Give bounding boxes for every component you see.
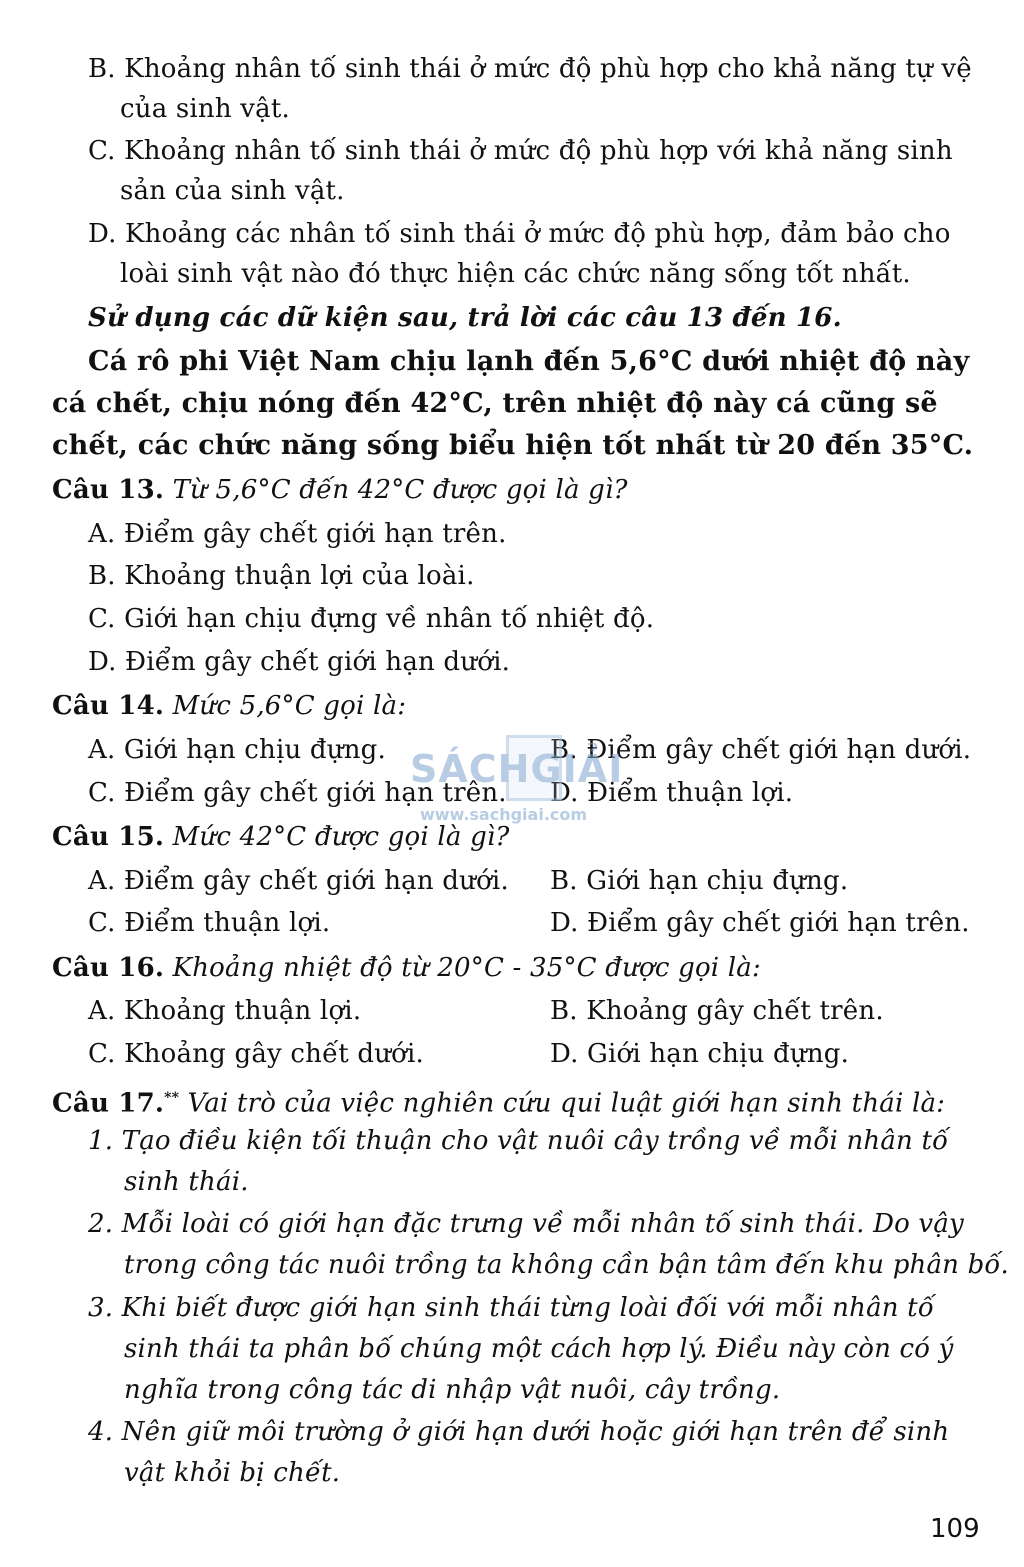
- question-16-text: Khoảng nhiệt độ từ 20°C - 35°C được gọi là:: [172, 953, 761, 983]
- intro-line-2: cá chết, chịu nóng đến 42°C, trên nhiệt độ này cá cũng sẽ: [52, 388, 938, 419]
- option-d-line-2: loài sinh vật nào đó thực hiện các chức năng sống tốt nhất.: [120, 259, 911, 289]
- option-b-line-1: B. Khoảng nhân tố sinh thái ở mức độ phù hợp cho khả năng tự vệ: [88, 54, 972, 84]
- question-15-option-a: A. Điểm gây chết giới hạn dưới.: [88, 866, 509, 896]
- question-17-text: Vai trò của việc nghiên cứu qui luật giới hạn sinh thái là:: [187, 1088, 946, 1119]
- question-17-option-1-line-1: 1. Tạo điều kiện tối thuận cho vật nuôi cây trồng về mỗi nhân tố: [88, 1126, 949, 1156]
- question-16-label: Câu 16.: [52, 953, 165, 983]
- question-15-option-d: D. Điểm gây chết giới hạn trên.: [550, 908, 970, 938]
- question-14-option-b: B. Điểm gây chết giới hạn dưới.: [550, 735, 972, 765]
- instruction: Sử dụng các dữ kiện sau, trả lời các câu 13 đến 16.: [88, 303, 842, 333]
- question-13-option-d: D. Điểm gây chết giới hạn dưới.: [88, 647, 511, 677]
- question-17-option-4-line-2: vật khỏi bị chết.: [124, 1458, 341, 1488]
- intro-line-3: chết, các chức năng sống biểu hiện tốt nhất từ 20 đến 35°C.: [52, 430, 974, 461]
- question-17-option-2-line-2: trong công tác nuôi trồng ta không cần bận tâm đến khu phân bố.: [124, 1250, 1010, 1280]
- watermark-brand: SÁCHGIẢI: [410, 747, 624, 791]
- question-14-option-c: C. Điểm gây chết giới hạn trên.: [88, 778, 507, 808]
- intro-line-1: Cá rô phi Việt Nam chịu lạnh đến 5,6°C dưới nhiệt độ này: [88, 346, 970, 377]
- question-16-option-c: C. Khoảng gây chết dưới.: [88, 1039, 425, 1069]
- question-17-option-3-line-1: 3. Khi biết được giới hạn sinh thái từng loài đối với mỗi nhân tố: [88, 1293, 934, 1323]
- question-13-option-b: B. Khoảng thuận lợi của loài.: [88, 561, 475, 591]
- question-15-label: Câu 15.: [52, 822, 165, 852]
- question-17: [52, 1081, 945, 1121]
- option-c-line-1: C. Khoảng nhân tố sinh thái ở mức độ phù hợp với khả năng sinh: [88, 136, 953, 166]
- question-15-option-c: C. Điểm thuận lợi.: [88, 908, 331, 938]
- option-b-line-2: của sinh vật.: [120, 94, 290, 124]
- question-14: [52, 689, 406, 723]
- question-16-option-a: A. Khoảng thuận lợi.: [88, 996, 362, 1026]
- question-13-text: Từ 5,6°C đến 42°C được gọi là gì?: [172, 475, 628, 505]
- question-13-option-c: C. Giới hạn chịu đựng về nhân tố nhiệt độ.: [88, 604, 655, 634]
- question-15: [52, 820, 510, 854]
- question-13-option-a: A. Điểm gây chết giới hạn trên.: [88, 519, 507, 549]
- question-17-option-3-line-2: sinh thái ta phân bố chúng một cách hợp lý. Điều này còn có ý: [124, 1334, 954, 1364]
- question-17-option-3-line-3: nghĩa trong công tác di nhập vật nuôi, cây trồng.: [124, 1375, 781, 1405]
- question-13: [52, 473, 628, 507]
- question-13-label: Câu 13.: [52, 475, 165, 505]
- question-16-option-b: B. Khoảng gây chết trên.: [550, 996, 884, 1026]
- question-14-option-a: A. Giới hạn chịu đựng.: [88, 735, 386, 765]
- question-16: [52, 951, 761, 985]
- watermark-url: www.sachgiai.com: [420, 805, 588, 824]
- option-c-line-2: sản của sinh vật.: [120, 176, 345, 206]
- option-d-line-1: D. Khoảng các nhân tố sinh thái ở mức độ phù hợp, đảm bảo cho: [88, 219, 951, 249]
- difficulty-stars: **: [164, 1090, 180, 1106]
- question-14-text: Mức 5,6°C gọi là:: [172, 691, 407, 721]
- question-15-text: Mức 42°C được gọi là gì?: [172, 822, 510, 852]
- page-number: 109: [930, 1514, 980, 1544]
- question-14-option-d: D. Điểm thuận lợi.: [550, 778, 794, 808]
- question-17-label: Câu 17.: [52, 1088, 165, 1119]
- question-16-option-d: D. Giới hạn chịu đựng.: [550, 1039, 850, 1069]
- question-15-option-b: B. Giới hạn chịu đựng.: [550, 866, 849, 896]
- question-17-option-2-line-1: 2. Mỗi loài có giới hạn đặc trưng về mỗi nhân tố sinh thái. Do vậy: [88, 1209, 964, 1239]
- question-17-option-4-line-1: 4. Nên giữ môi trường ở giới hạn dưới hoặc giới hạn trên để sinh: [88, 1417, 950, 1447]
- question-14-label: Câu 14.: [52, 691, 165, 721]
- question-17-option-1-line-2: sinh thái.: [124, 1167, 249, 1197]
